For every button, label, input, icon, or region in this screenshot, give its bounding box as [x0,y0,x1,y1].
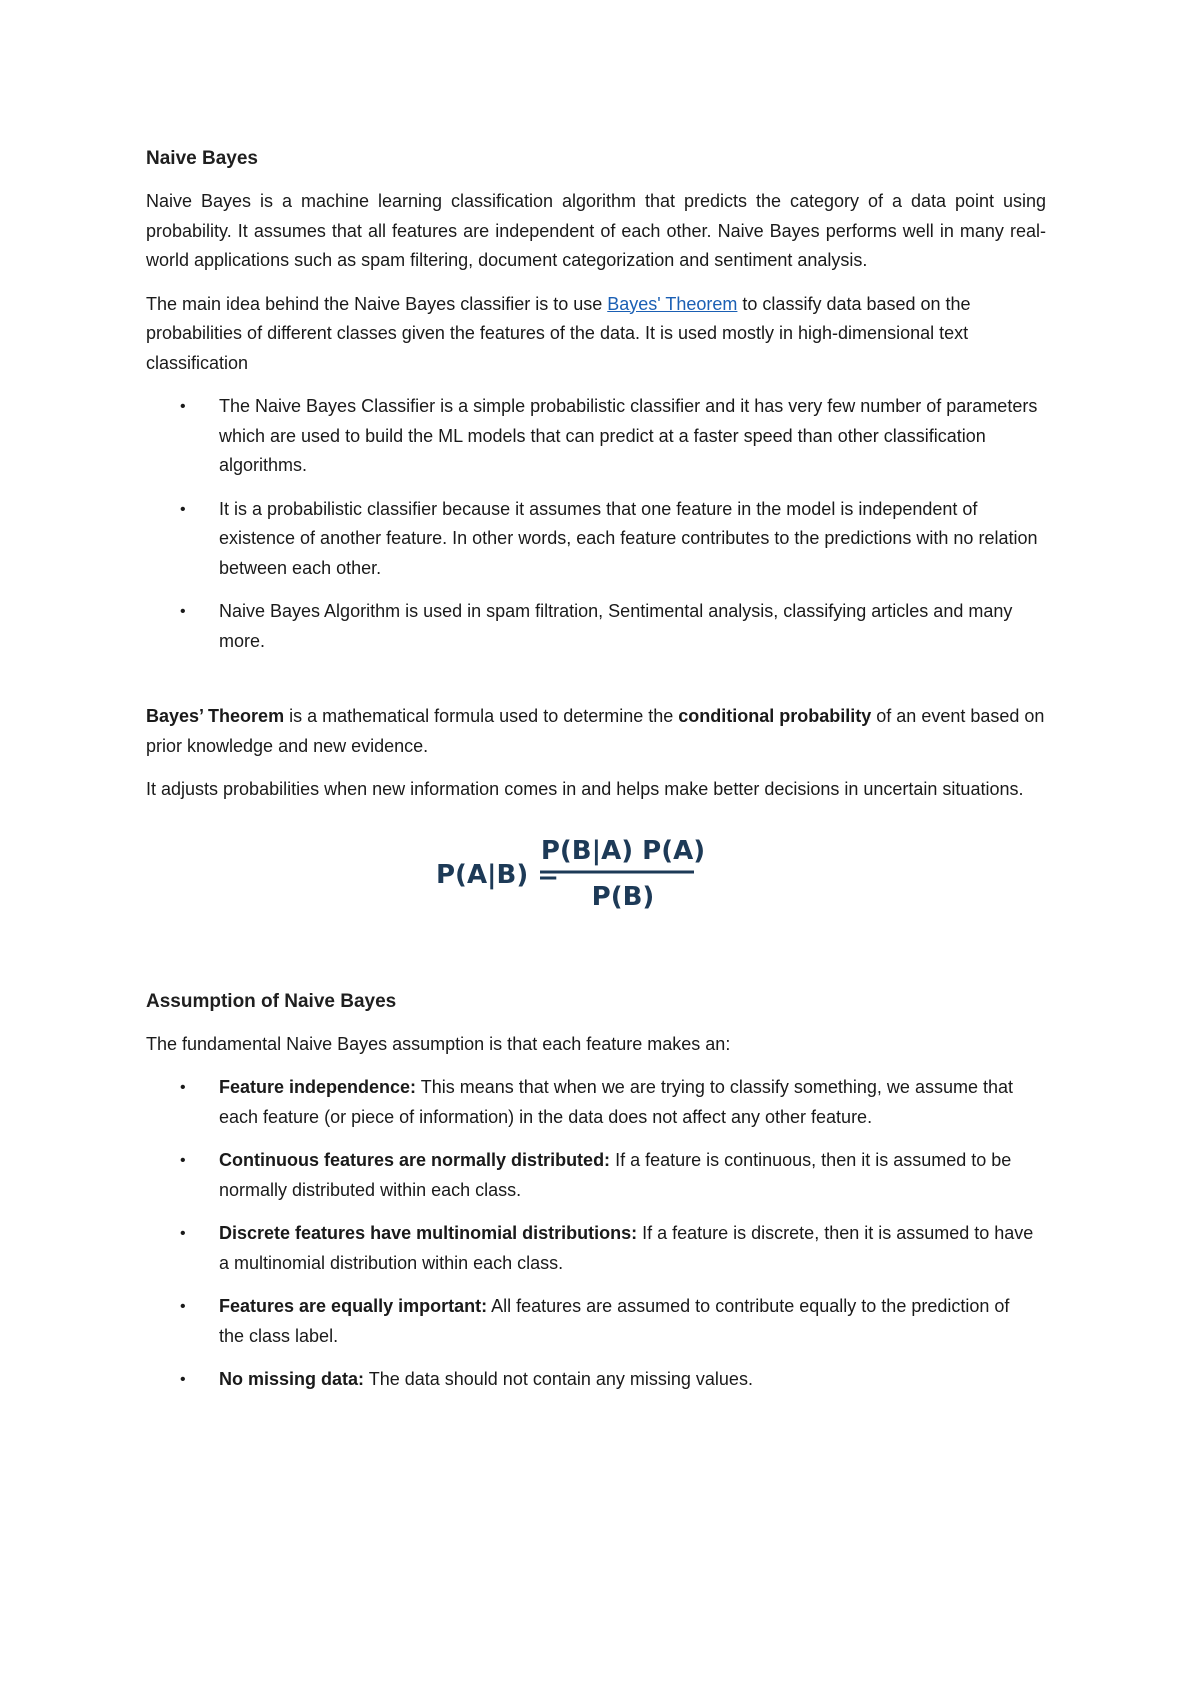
list-item [146,1292,1039,1351]
bullet-icon: • [180,398,186,415]
naive-bayes-bullet-list [146,392,1046,656]
bayes-theorem-text: is a mathematical formula used to determine the [284,706,679,726]
list-item [146,1365,1039,1395]
conditional-probability-term: conditional probability [678,706,872,726]
bullet-icon: • [180,1225,186,1242]
document-page [146,144,1046,1395]
list-item [146,597,1039,656]
assumption-intro: The fundamental Naive Bayes assumption is that each feature makes an: [146,1033,731,1054]
section-title-assumption: Assumption of Naive Bayes [146,990,397,1012]
formula-lhs: P(A|B) = [436,859,560,890]
formula-denominator: P(B) [591,881,655,912]
bullet-icon: • [180,603,186,620]
list-item-text: If a feature is discrete, then it is assumed to have a multinomial distribution within each class. [219,1223,1034,1273]
main-idea-text-start: The main idea behind the Naive Bayes classifier is to use [146,293,608,314]
bullet-icon: • [180,1152,186,1169]
main-idea-text-end: to classify data based on the probabilities of different classes given the features of the data. It is used mostly in high-dimensional text classification [146,293,971,373]
formula-numerator: P(B|A) P(A) [540,835,706,866]
bayes-theorem-paragraph [146,702,1046,761]
bayes-theorem-text-end: of an event based on prior knowledge and new evidence. [146,706,1045,756]
list-item-text: All features are assumed to contribute equally to the prediction of the class label. [219,1296,1010,1346]
main-idea-paragraph [146,290,1046,379]
list-item-term: No missing data: [219,1369,365,1389]
bayes-theorem-link[interactable]: Bayes' Theorem [607,293,738,314]
list-item [146,1219,1039,1278]
list-item [146,1146,1039,1205]
list-item-term: Discrete features have multinomial distributions: [219,1223,638,1243]
list-item [146,495,1039,584]
bayes-formula [436,825,736,925]
adjusts-paragraph: It adjusts probabilities when new information comes in and helps make better decisions in uncertain situations. [146,779,1024,799]
assumption-bullet-list [146,1073,1046,1395]
list-item [146,1073,1039,1132]
list-item-text: Naive Bayes Algorithm is used in spam filtration, Sentimental analysis, classifying articles and many more. [219,601,1013,651]
bullet-icon: • [180,1079,186,1096]
list-item-term: Features are equally important: [219,1296,488,1316]
intro-paragraph: Naive Bayes is a machine learning classification algorithm that predicts the category of a data point using probability. It assumes that all features are independent of each other. Naive Bayes performs well in many real-world applications such as spam filtering, document categorization and sentiment analysis. [146,191,1046,270]
list-item [146,392,1039,481]
list-item-term: Feature independence: [219,1077,417,1097]
section-title-naive-bayes: Naive Bayes [146,148,258,169]
bayes-formula-image [146,825,1046,943]
bullet-icon: • [180,500,186,518]
bayes-theorem-term: Bayes’ Theorem [146,706,285,726]
list-item-term: Continuous features are normally distributed: [219,1150,611,1170]
list-item-text: The Naive Bayes Classifier is a simple probabilistic classifier and it has very few number of parameters which are used to build the ML models that can predict at a faster speed than other classification algorithms. [219,396,1038,475]
bullet-icon: • [180,1371,186,1388]
bullet-icon: • [180,1298,186,1315]
list-item-text: This means that when we are trying to classify something, we assume that each feature (or piece of information) in the data does not affect any other feature. [219,1077,1013,1127]
list-item-text: If a feature is continuous, then it is assumed to be normally distributed within each class. [219,1150,1012,1200]
list-item-text: It is a probabilistic classifier because it assumes that one feature in the model is independent of existence of another feature. In other words, each feature contributes to the predictions with no relation between each other. [219,498,1038,578]
list-item-text: The data should not contain any missing values. [364,1369,753,1389]
